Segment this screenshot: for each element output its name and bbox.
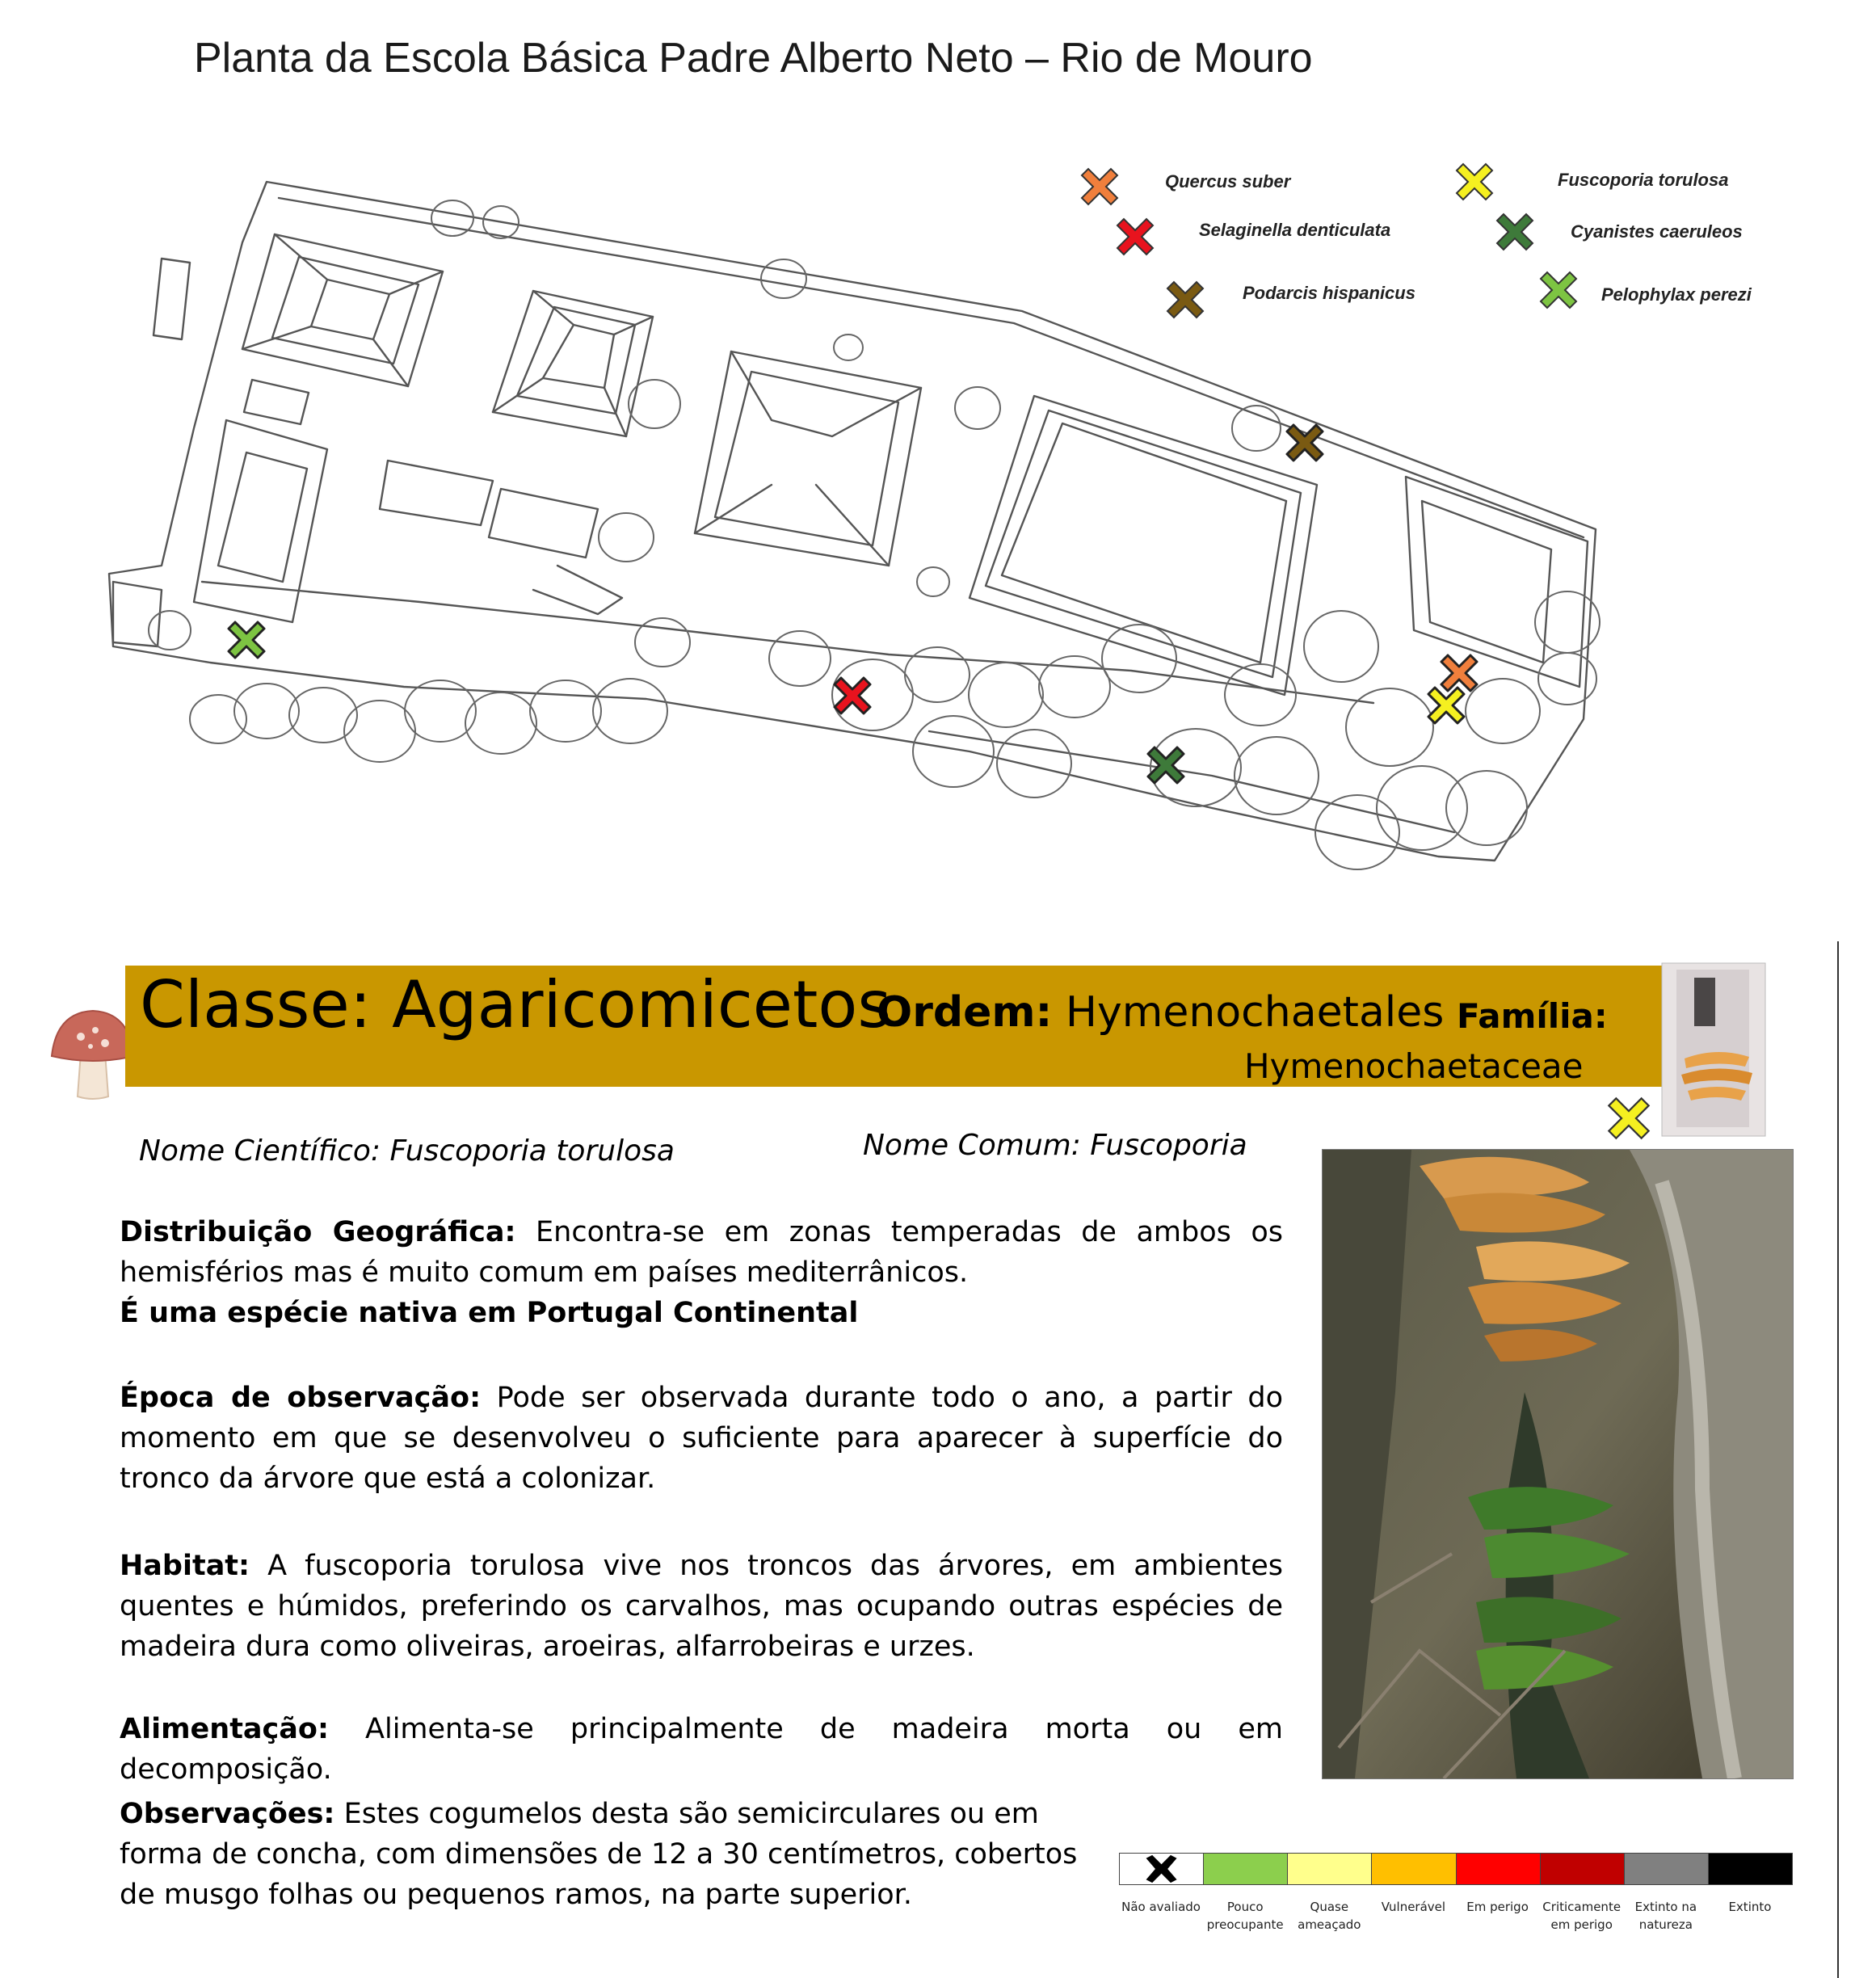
tree-trunk-image	[1323, 1150, 1793, 1778]
marker-podarcis-hispanicus	[1287, 425, 1323, 461]
fungus-photo	[1322, 1149, 1794, 1779]
scale-label: Pouco preocupante	[1206, 1900, 1284, 1932]
legend-label: Selaginella denticulata	[1199, 220, 1391, 240]
scale-label: Não avaliado	[1121, 1900, 1201, 1914]
observacoes-text: Estes cogumelos desta são semicirculares ou em forma de concha, com dimensões de 12 a 30 centímetros, cobertos de musgo folhas ou pequenos ramos, na parte superior.	[120, 1798, 1078, 1911]
species-marker-icon	[1606, 1096, 1651, 1141]
epoca-label: Época de observação:	[120, 1382, 482, 1414]
common-name: Nome Comum: Fuscoporia	[863, 1129, 1247, 1162]
scale-label: Em perigo	[1466, 1900, 1529, 1914]
legend-marker-pelophylax-perezi	[1538, 270, 1579, 310]
distribuicao-label: Distribuição Geográfica:	[120, 1216, 516, 1248]
distribuicao-note: É uma espécie nativa em Portugal Continental	[120, 1297, 859, 1329]
scale-cell	[1456, 1853, 1541, 1885]
marker-selaginella-denticulata	[835, 678, 870, 713]
vertical-divider	[1837, 941, 1839, 1978]
scientific-name: Nome Científico: Fuscoporia torulosa	[139, 1134, 675, 1168]
legend-label: Podarcis hispanicus	[1243, 283, 1415, 303]
marker-cyanistes-caeruleos	[1148, 747, 1184, 783]
epoca-text: Pode ser observada durante todo o ano, a partir do momento em que se desenvolveu o suficiente para aparecer à superfície do tronco da árvore que está a colonizar.	[120, 1382, 1283, 1495]
selected-x-icon	[1120, 1854, 1203, 1884]
scale-cell	[1287, 1853, 1372, 1885]
scale-label: Extinto	[1728, 1900, 1772, 1914]
alimentacao-label: Alimentação:	[120, 1713, 329, 1745]
distribuicao-text: Encontra-se em zonas temperadas de ambos os hemisférios mas é muito comum em países mediterrânicos.	[120, 1216, 1283, 1289]
scale-cell	[1119, 1853, 1204, 1885]
legend-label: Pelophylax perezi	[1601, 284, 1752, 305]
ordem-label: Ordem:	[877, 988, 1053, 1037]
ordem	[877, 988, 1444, 1037]
legend-marker-podarcis-hispanicus	[1165, 280, 1205, 320]
scale-cell	[1624, 1853, 1709, 1885]
scale-label: Extinto na natureza	[1634, 1900, 1697, 1932]
scale-cell	[1203, 1853, 1288, 1885]
taxonomy-banner	[125, 966, 1664, 1087]
mushroom-icon	[48, 1006, 137, 1103]
scale-cell	[1371, 1853, 1456, 1885]
legend-marker-selaginella-denticulata	[1115, 217, 1155, 257]
legend-marker-fuscoporia-torulosa	[1454, 162, 1495, 202]
section-epoca	[120, 1378, 1283, 1499]
alimentacao-text: Alimenta-se principalmente de madeira morta ou em decomposição.	[120, 1713, 1283, 1786]
scale-label: Vulnerável	[1381, 1900, 1446, 1914]
section-distribuicao	[120, 1212, 1283, 1333]
habitat-label: Habitat:	[120, 1550, 250, 1582]
legend-label: Fuscoporia torulosa	[1558, 170, 1729, 190]
scale-label: Criticamente em perigo	[1542, 1900, 1622, 1932]
habitat-text: A fuscoporia torulosa vive nos troncos das árvores, em ambientes quentes e húmidos, preferindo os carvalhos, mas ocupando outras espécies de madeira dura como oliveiras, aroeiras, alfarrobeiras e urzes.	[120, 1550, 1283, 1663]
classe-label: Classe:	[140, 967, 372, 1042]
familia-label: Família:	[1457, 996, 1608, 1036]
familia-value: Hymenochaetaceae	[1244, 1046, 1584, 1086]
marker-quercus-suber	[1441, 655, 1477, 691]
ordem-value: Hymenochaetales	[1065, 988, 1445, 1037]
scale-label: Quase ameaçado	[1298, 1900, 1361, 1932]
school-map	[0, 129, 1876, 937]
legend-label: Quercus suber	[1165, 171, 1291, 191]
conservation-status-scale	[1119, 1853, 1792, 1974]
scale-cell	[1708, 1853, 1793, 1885]
observacoes-label: Observações:	[120, 1798, 335, 1830]
classe-value: Agaricomicetos	[392, 967, 892, 1042]
legend-label: Cyanistes caeruleos	[1571, 221, 1743, 242]
section-alimentacao	[120, 1709, 1283, 1790]
section-observacoes	[120, 1794, 1121, 1915]
page-title: Planta da Escola Básica Padre Alberto Neto – Rio de Mouro	[194, 35, 1313, 82]
legend-marker-cyanistes-caeruleos	[1495, 212, 1535, 252]
classe	[140, 967, 891, 1042]
fungus-sketch-thumbnail	[1660, 962, 1769, 1139]
marker-pelophylax-perezi	[229, 622, 264, 658]
marker-fuscoporia-torulosa	[1428, 688, 1464, 723]
legend-marker-quercus-suber	[1079, 166, 1120, 207]
section-habitat	[120, 1546, 1283, 1667]
scale-cell	[1540, 1853, 1625, 1885]
